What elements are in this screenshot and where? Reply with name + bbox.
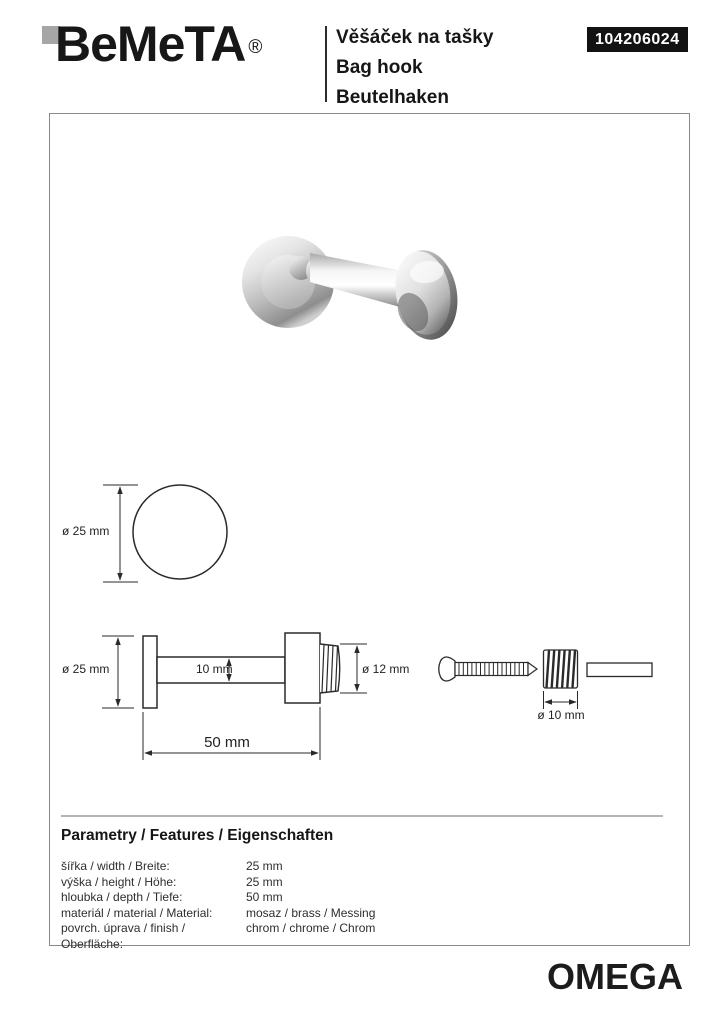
table-row	[61, 890, 481, 906]
param-value: mosaz / brass / Messing	[246, 905, 376, 920]
series-name: OMEGA	[546, 956, 683, 997]
table-row	[61, 906, 481, 922]
product-photo	[240, 222, 470, 354]
plug-diameter-label: ø 10 mm	[537, 708, 585, 722]
table-row	[61, 875, 481, 891]
param-value: 50 mm	[246, 890, 283, 905]
param-label: výška / height / Höhe:	[61, 874, 177, 889]
mounting-hardware-drawing	[439, 650, 652, 709]
parameters-table	[61, 859, 481, 953]
table-row	[61, 921, 481, 952]
screw-shaft	[455, 663, 528, 676]
registered-trademark-icon: ®	[248, 37, 262, 58]
product-title-en: Bag hook	[336, 57, 423, 78]
mounting-pin	[587, 663, 652, 677]
table-row	[61, 859, 481, 875]
total-length-label: 50 mm	[204, 734, 250, 751]
product-code-badge: 104206024	[587, 27, 688, 52]
brand-logo-text: BeMeTA	[55, 16, 246, 72]
param-value: 25 mm	[246, 859, 283, 873]
param-value: chrom / chrome / Chrom	[246, 921, 376, 936]
front-diameter-label: ø 25 mm	[62, 524, 110, 538]
technical-drawing	[50, 460, 660, 770]
stem-diameter-label: 10 mm	[196, 662, 233, 676]
plate-diameter-label: ø 25 mm	[62, 662, 110, 676]
parameters-separator	[61, 815, 663, 817]
param-label: povrch. úprava / finish / Oberfläche:	[61, 921, 186, 951]
screw-tip	[528, 663, 537, 676]
screw-head	[439, 657, 455, 681]
param-label: materiál / material / Material:	[61, 905, 213, 920]
thread-diameter-label: ø 12 mm	[362, 662, 410, 676]
product-titles	[336, 23, 493, 113]
front-view-drawing	[103, 485, 227, 582]
param-label: šířka / width / Breite:	[61, 859, 170, 873]
product-title-cs: Věšáček na tašky	[336, 27, 494, 48]
param-value: 25 mm	[246, 874, 283, 889]
param-label: hloubka / depth / Tiefe:	[61, 890, 183, 905]
brand-logo	[55, 17, 261, 71]
header-divider	[325, 26, 327, 102]
parameters-heading: Parametry / Features / Eigenschaften	[61, 827, 334, 844]
product-title-de: Beutelhaken	[336, 87, 449, 108]
